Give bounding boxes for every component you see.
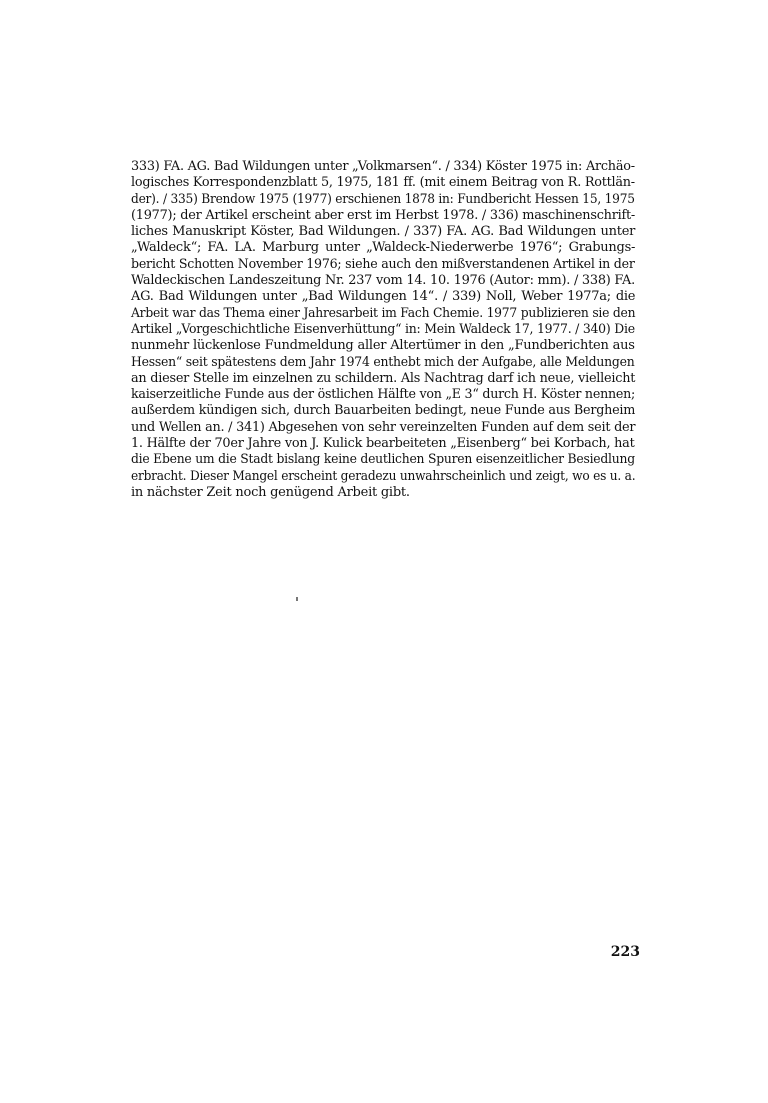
- note-line: logisches Korrespondenzblatt 5, 1975, 181 ff. (mit einem Beitrag von R. Rottlän-: [131, 175, 635, 191]
- note-line: in nächster Zeit noch genügend Arbeit gibt.: [131, 484, 410, 500]
- note-line: Waldeckischen Landeszeitung Nr. 237 vom 14. 10. 1976 (Autor: mm). / 338) FA.: [131, 273, 635, 289]
- page-number: 223: [610, 944, 640, 960]
- note-line: außerdem kündigen sich, durch Bauarbeiten bedingt, neue Funde aus Bergheim: [131, 403, 636, 419]
- note-line: erbracht. Dieser Mangel erscheint geradezu unwahrscheinlich und zeigt, wo es u. a.: [131, 468, 636, 484]
- footnotes-block: [131, 159, 635, 501]
- note-line: bericht Schotten November 1976; siehe auch den mißverstandenen Artikel in der: [131, 256, 635, 272]
- note-line: AG. Bad Wildungen unter „Bad Wildungen 14“. / 339) Noll, Weber 1977a; die: [131, 289, 636, 305]
- note-line: Hessen“ seit spätestens dem Jahr 1974 enthebt mich der Aufgabe, alle Meldungen: [131, 354, 635, 370]
- note-line: Arbeit war das Thema einer Jahresarbeit im Fach Chemie. 1977 publizieren sie den: [131, 305, 636, 321]
- note-line: (1977); der Artikel erscheint aber erst im Herbst 1978. / 336) maschinenschrift-: [131, 207, 636, 223]
- note-line: an dieser Stelle im einzelnen zu schildern. Als Nachtrag darf ich neue, vielleicht: [131, 370, 636, 386]
- note-line: 333) FA. AG. Bad Wildungen unter „Volkmarsen“. / 334) Köster 1975 in: Archäo-: [131, 159, 635, 174]
- note-line: nunmehr lückenlose Fundmeldung aller Altertümer in den „Fundberichten aus: [131, 338, 635, 354]
- note-line: „Waldeck“; FA. LA. Marburg unter „Waldeck-Niederwerbe 1976“; Grabungs-: [131, 240, 636, 256]
- note-line: liches Manuskript Köster, Bad Wildungen. / 337) FA. AG. Bad Wildungen unter: [131, 224, 636, 240]
- scan-speck: [296, 597, 298, 601]
- note-line: die Ebene um die Stadt bislang keine deutlichen Spuren eisenzeitlicher Besiedlung: [131, 452, 635, 468]
- note-line: 1. Hälfte der 70er Jahre von J. Kulick bearbeiteten „Eisenberg“ bei Korbach, hat: [131, 436, 635, 452]
- note-line: Artikel „Vorgeschichtliche Eisenverhüttung“ in: Mein Waldeck 17, 1977. / 340) Die: [131, 321, 635, 337]
- note-line: kaiserzeitliche Funde aus der östlichen Hälfte von „E 3“ durch H. Köster nennen;: [131, 387, 636, 403]
- note-line: der). / 335) Brendow 1975 (1977) erschienen 1878 in: Fundbericht Hessen 15, 1975: [131, 191, 635, 207]
- note-line: und Wellen an. / 341) Abgesehen von sehr vereinzelten Funden auf dem seit der: [131, 419, 636, 435]
